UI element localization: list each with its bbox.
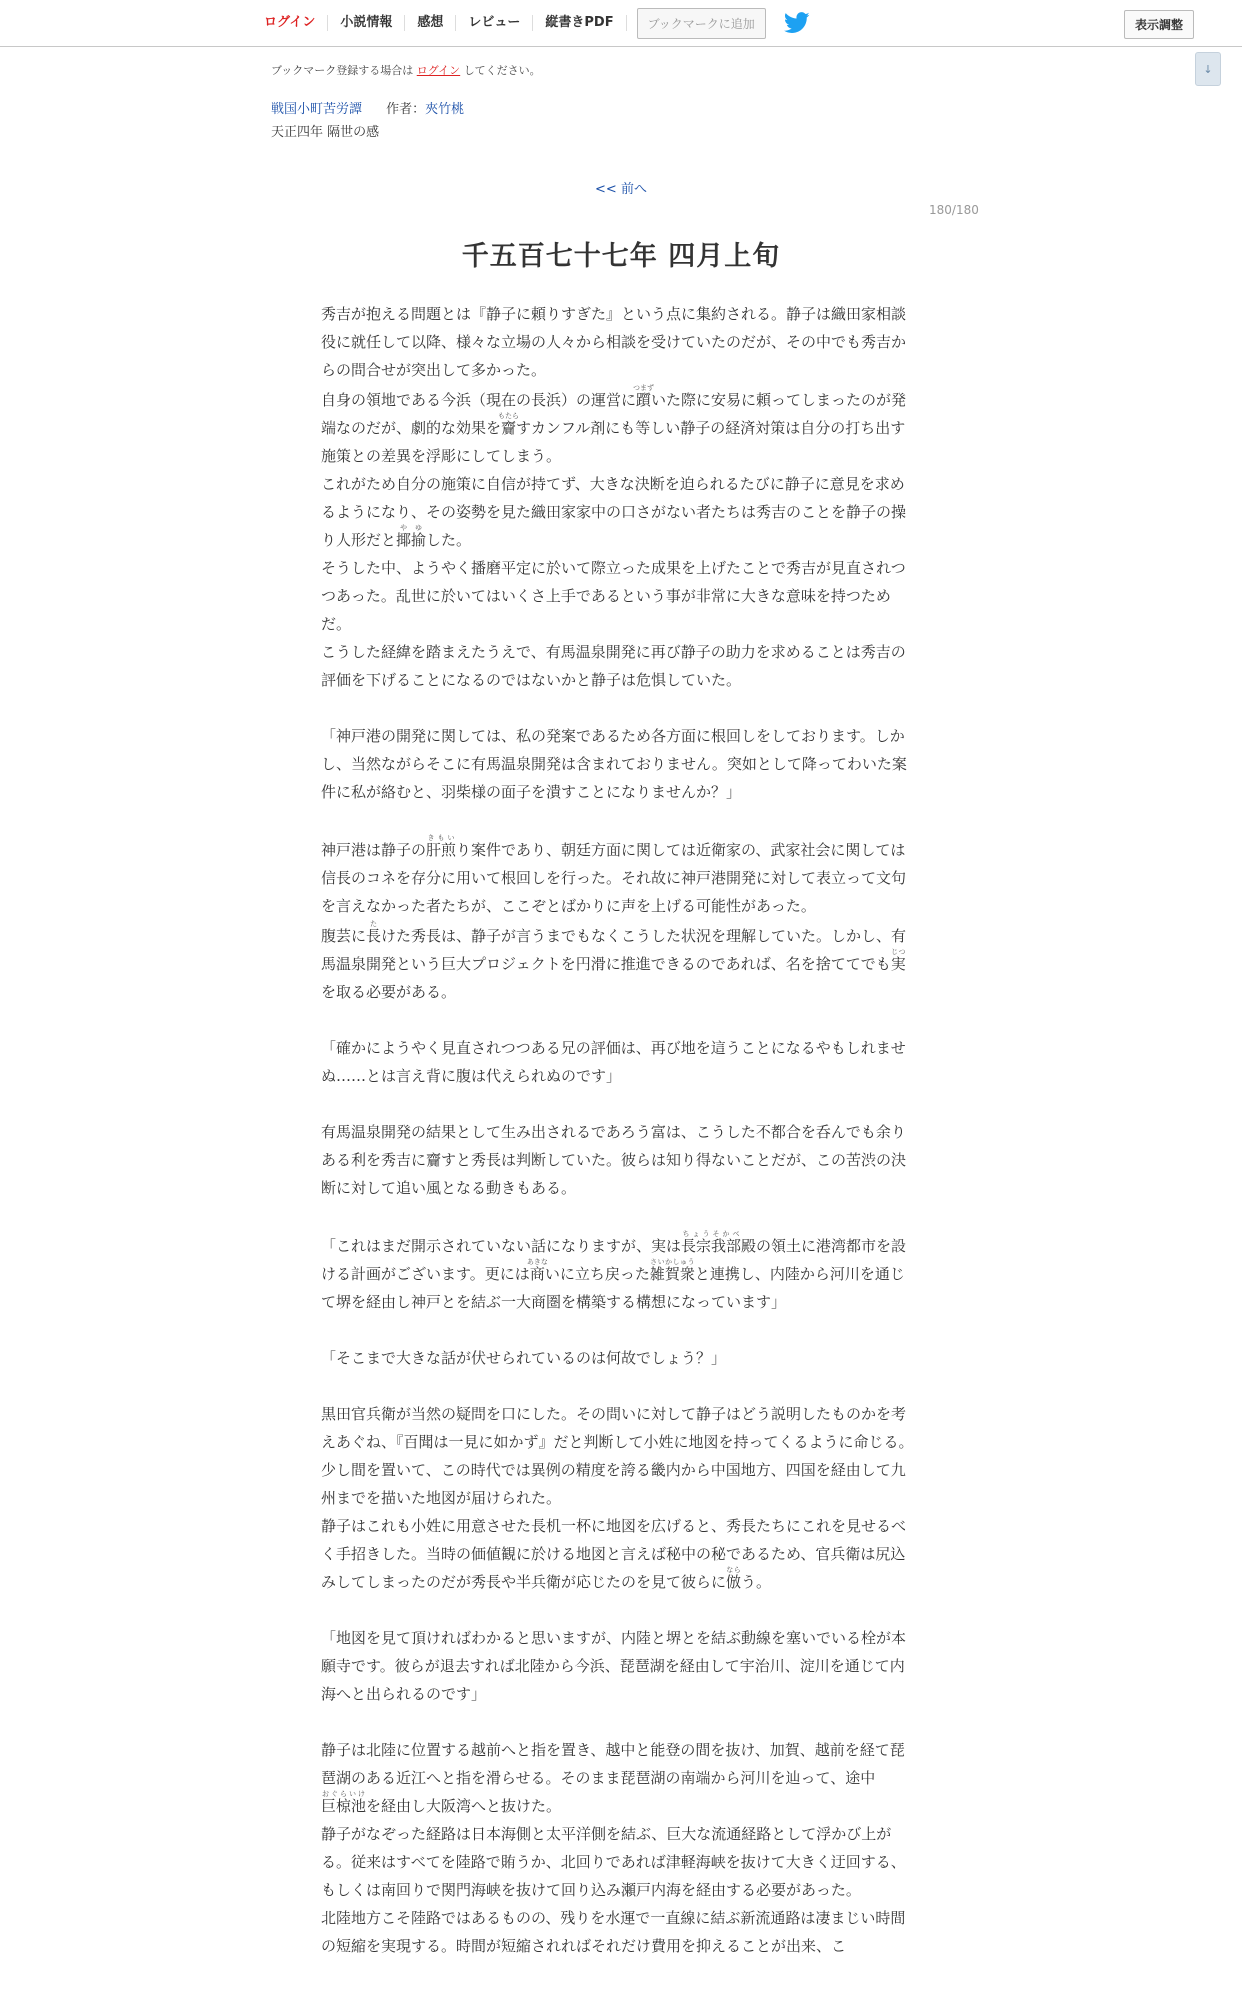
impressions-link[interactable]: 感想 xyxy=(405,15,456,31)
blank-line xyxy=(321,806,915,834)
body-paragraph: 「そこまで大きな話が伏せられているのは何故でしょう？」 xyxy=(321,1349,727,1367)
ruby-annotation: 揶揄やゆ xyxy=(396,524,427,549)
previous-page-link[interactable]: << 前へ xyxy=(595,182,647,197)
login-link[interactable]: ログイン xyxy=(252,15,328,31)
body-paragraph: 有馬温泉開発の結果として生み出されるであろう富は、こうした不都合を呑んでも余りある利を秀吉に齎すと秀長は判断していた。彼らは知り得ないことだが、この苦渋の決断に対して追い風となる動きもある。 xyxy=(321,1123,907,1197)
ruby-annotation: 雑賀衆さいかしゅう xyxy=(649,1258,695,1283)
notice-login-link[interactable]: ログイン xyxy=(416,64,461,77)
ruby-annotation: 齎もたら xyxy=(498,412,520,437)
scroll-down-button[interactable]: ↓ xyxy=(1195,52,1221,86)
pager-top xyxy=(0,178,1242,197)
blank-line xyxy=(321,1006,915,1034)
blank-line xyxy=(321,1090,915,1118)
chapter-group-title: 天正四年 隔世の感 xyxy=(271,125,380,140)
ruby-annotation: 長た xyxy=(366,920,382,945)
vertical-pdf-link[interactable]: 縦書きPDF xyxy=(533,15,626,31)
blank-line xyxy=(321,1708,915,1736)
body-paragraph: これがため自分の施策に自信が持てず、大きな決断を迫られるたびに静子に意見を求めるようになり、その姿勢を見た織田家家中の口さがない者たちは秀吉のことを静子の操り人形だと揶揄やゆした。 xyxy=(321,475,907,549)
chapter-title: 千五百七十七年 四月上旬 xyxy=(461,241,781,272)
ruby-annotation: 躓つまず xyxy=(633,384,655,409)
notice-text-after: してください。 xyxy=(463,64,541,77)
body-paragraph: 腹芸に長たけた秀長は、静子が言うまでもなくこうした状況を理解していた。しかし、有馬温泉開発という巨大プロジェクトを円滑に推進できるのであれば、名を捨ててでも実じつを取る必要がある。 xyxy=(321,920,907,1001)
page-counter: 180/180 xyxy=(929,203,979,217)
body-paragraph: 「神戸港の開発に関しては、私の発案であるため各方面に根回しをしております。しかし、当然ながらそこに有馬温泉開発は含まれておりません。突如として降ってわいた案件に私が絡むと、羽柴様の面子を潰すことになりませんか？」 xyxy=(321,727,907,801)
blank-line xyxy=(321,1316,915,1344)
add-bookmark-button[interactable]: ブックマークに追加 xyxy=(637,8,766,39)
ruby-annotation: 巨椋池おぐらいけ xyxy=(321,1790,367,1815)
body-paragraph: 静子は北陸に位置する越前へと指を置き、越中と能登の間を抜け、加賀、越前を経て琵琶湖のある近江へと指を滑らせる。そのまま琵琶湖の南端から河川を辿って、途中巨椋池おぐらいけを経由し大阪湾へと抜けた。 xyxy=(321,1741,905,1815)
ruby-annotation: 倣なら xyxy=(726,1566,742,1591)
body-paragraph: 「確かにようやく見直されつつある兄の評価は、再び地を這うことになるやもしれませぬ……とは言え背に腹は代えられぬのです」 xyxy=(321,1039,906,1085)
main-nav xyxy=(252,0,810,46)
body-paragraph: 自身の領地である今浜（現在の長浜）の運営に躓つまずいた際に安易に頼ってしまったのが発端なのだが、劇的な効果を齎もたらすカンフル剤にも等しい静子の経済対策は自分の打ち出す施策との差異を浮彫にしてしまう。 xyxy=(321,384,907,465)
notice-text-before: ブックマーク登録する場合は xyxy=(271,64,414,77)
body-paragraph: 秀吉が抱える問題とは『静子に頼りすぎた』という点に集約される。静子は織田家相談役に就任して以降、様々な立場の人々から相談を受けていたのだが、その中でも秀吉からの問合せが突出して多かった。 xyxy=(321,305,907,379)
author-label: 作者： xyxy=(386,102,426,117)
bookmark-login-notice xyxy=(271,62,541,78)
top-navigation-bar xyxy=(0,0,1242,47)
body-paragraph: 静子がなぞった経路は日本海側と太平洋側を結ぶ、巨大な流通経路として浮かび上がる。従来はすべてを陸路で賄うか、北回りであれば津軽海峡を抜けて大きく迂回する、もしくは南回りで関門海峡を抜けて回り込み瀬戸内海を経由する必要があった。 xyxy=(321,1825,906,1899)
body-paragraph: こうした経緯を踏まえたうえで、有馬温泉開発に再び静子の助力を求めることは秀吉の評価を下げることになるのではないかと静子は危惧していた。 xyxy=(321,643,906,689)
ruby-annotation: 実じつ xyxy=(890,948,906,973)
blank-line xyxy=(321,1372,915,1400)
display-settings-button[interactable]: 表示調整 xyxy=(1124,10,1194,39)
blank-line xyxy=(321,1596,915,1624)
body-paragraph: 北陸地方こそ陸路ではあるものの、残りを水運で一直線に結ぶ新流通路は凄まじい時間の短縮を実現する。時間が短縮されればそれだけ費用を抑えることが出来、こ xyxy=(321,1909,906,1955)
author-link[interactable]: 夾竹桃 xyxy=(425,102,465,117)
body-paragraph: 「地図を見て頂ければわかると思いますが、内陸と堺とを結ぶ動線を塞いでいる栓が本願寺です。彼らが退去すれば北陸から今浜、琵琶湖を経由して宇治川、淀川を通じて内海へと出られるのです」 xyxy=(321,1629,907,1703)
body-paragraph: 「これはまだ開示されていない話になりますが、実は長宗我部ちょうそかべ殿の領土に港湾都市を設ける計画がございます。更には商あきないに立ち戻った雑賀衆さいかしゅうと連携し、内陸から河川を通じて堺を経由し神戸とを結ぶ一大商圏を構築する構想になっています」 xyxy=(321,1230,907,1311)
novel-body-text xyxy=(321,300,915,1960)
body-paragraph: 静子はこれも小姓に用意させた長机一杯に地図を広げると、秀長たちにこれを見せるべく手招きした。当時の価値観に於ける地図と言えば秘中の秘であるため、官兵衛は尻込みしてしまったのだが秀長や半兵衛が応じたのを見て彼らに倣ならう。 xyxy=(321,1517,907,1591)
body-paragraph: 神戸港は静子の肝煎きもいり案件であり、朝廷方面に関しては近衛家の、武家社会に関しては信長のコネを存分に用いて根回しを行った。それ故に神戸港開発に対して表立って文句を言えなかった者たちが、ここぞとばかりに声を上げる可能性があった。 xyxy=(321,834,907,915)
twitter-icon[interactable] xyxy=(784,12,810,34)
ruby-annotation: 長宗我部ちょうそかべ xyxy=(681,1230,742,1255)
novel-meta xyxy=(271,98,464,117)
ruby-annotation: 商あきな xyxy=(526,1258,548,1283)
novel-info-link[interactable]: 小説情報 xyxy=(328,15,405,31)
novel-title-link[interactable]: 戦国小町苦労譚 xyxy=(271,102,363,117)
body-paragraph: そうした中、ようやく播磨平定に於いて際立った成果を上げたことで秀吉が見直されつつあった。乱世に於いてはいくさ上手であるという事が非常に大きな意味を持つためだ。 xyxy=(321,559,906,633)
ruby-annotation: 肝煎きもい xyxy=(426,834,457,859)
body-paragraph: 黒田官兵衛が当然の疑問を口にした。その問いに対して静子はどう説明したものかを考えあぐね、『百聞は一見に如かず』だと判断して小姓に地図を持ってくるように命じる。少し間を置いて、この時代では異例の精度を誇る畿内から中国地方、四国を経由して九州までを描いた地図が届けられた。 xyxy=(321,1405,914,1507)
blank-line xyxy=(321,694,915,722)
review-link[interactable]: レビュー xyxy=(456,15,533,31)
blank-line xyxy=(321,1202,915,1230)
